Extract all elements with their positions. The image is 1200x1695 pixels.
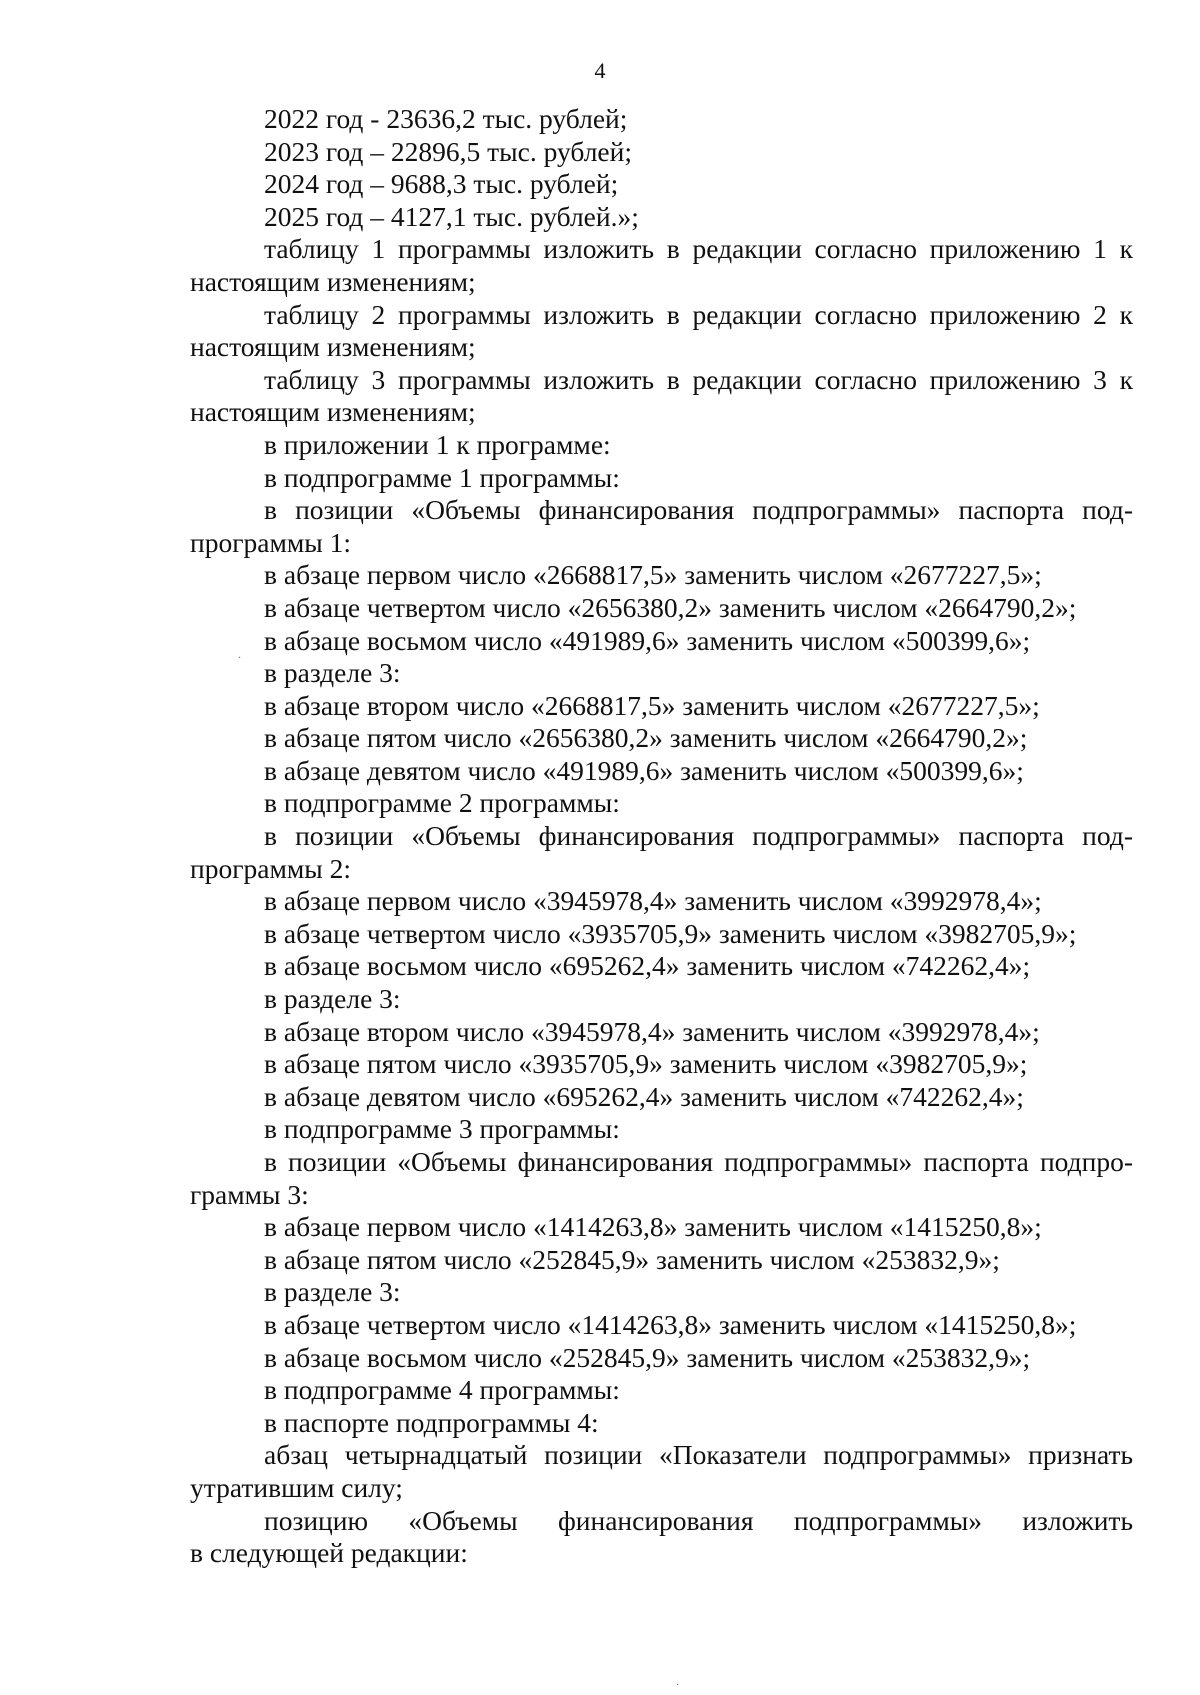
text-line: в подпрограмме 2 программы: (264, 787, 620, 819)
text-line: программы 1: (190, 526, 351, 558)
text-line: в абзаце девятом число «491989,6» заменить числом «500399,6»; (264, 754, 1024, 786)
text-line: в абзаце восьмом число «491989,6» заменить числом «500399,6»; (264, 624, 1031, 656)
text-line: в абзаце четвертом число «1414263,8» заменить числом «1415250,8»; (264, 1308, 1077, 1340)
text-line: таблицу 3 программы изложить в редакции согласно приложению 3 к (264, 363, 1133, 395)
text-line: в абзаце втором число «3945978,4» заменить числом «3992978,4»; (264, 1015, 1040, 1047)
text-line: в абзаце четвертом число «2656380,2» заменить числом «2664790,2»; (264, 591, 1077, 623)
text-line: граммы 3: (190, 1178, 309, 1210)
text-line: абзац четырнадцатый позиции «Показатели подпрограммы» признать (264, 1439, 1133, 1471)
text-line: в подпрограмме 4 программы: (264, 1374, 620, 1406)
text-line: 2023 год – 22896,5 тыс. рублей; (264, 135, 632, 167)
text-line: в абзаце четвертом число «3935705,9» заменить числом «3982705,9»; (264, 917, 1077, 949)
text-line: в позиции «Объемы финансирования подпрограммы» паспорта под- (264, 820, 1133, 852)
text-line: в подпрограмме 1 программы: (264, 461, 620, 493)
text-line: в абзаце первом число «3945978,4» заменить числом «3992978,4»; (264, 885, 1042, 917)
text-line: в абзаце восьмом число «252845,9» заменить числом «253832,9»; (264, 1341, 1031, 1373)
text-line: настоящим изменениям; (190, 265, 476, 297)
scan-speck: · (238, 653, 242, 664)
text-line: 2025 год – 4127,1 тыс. рублей.»; (264, 200, 639, 232)
page-number: 4 (594, 58, 606, 83)
scan-speck: · (676, 1680, 680, 1691)
text-line: в абзаце пятом число «2656380,2» заменить числом «2664790,2»; (264, 722, 1028, 754)
text-line: в разделе 3: (264, 983, 401, 1015)
text-line: таблицу 2 программы изложить в редакции согласно приложению 2 к (264, 298, 1133, 330)
text-line: в приложении 1 к программе: (264, 428, 611, 460)
text-line: в паспорте подпрограммы 4: (264, 1406, 599, 1438)
text-line: в позиции «Объемы финансирования подпрограммы» паспорта подпро- (264, 1146, 1133, 1177)
text-line: в разделе 3: (264, 1276, 401, 1308)
text-line: позицию «Объемы финансирования подпрограммы» изложить (264, 1504, 1133, 1536)
text-line: в подпрограмме 3 программы: (264, 1113, 620, 1145)
text-line: в абзаце первом число «1414263,8» заменить числом «1415250,8»; (264, 1211, 1042, 1243)
text-line: 2024 год – 9688,3 тыс. рублей; (264, 168, 619, 200)
text-line: в абзаце первом число «2668817,5» заменить числом «2677227,5»; (264, 559, 1042, 591)
text-line: программы 2: (190, 852, 351, 884)
text-line: в абзаце девятом число «695262,4» заменить числом «742262,4»; (264, 1080, 1024, 1112)
text-line: 2022 год - 23636,2 тыс. рублей; (264, 103, 628, 134)
text-line: в следующей редакции: (190, 1537, 468, 1569)
text-line: настоящим изменениям; (190, 396, 476, 428)
text-line: в разделе 3: (264, 657, 401, 689)
text-line: в абзаце восьмом число «695262,4» заменить числом «742262,4»; (264, 950, 1031, 982)
document-body (190, 103, 1133, 1570)
text-line: настоящим изменениям; (190, 331, 476, 363)
text-line: таблицу 1 программы изложить в редакции согласно приложению 1 к (264, 233, 1133, 265)
text-line: в абзаце пятом число «3935705,9» заменить числом «3982705,9»; (264, 1048, 1028, 1080)
text-line: в позиции «Объемы финансирования подпрограммы» паспорта под- (264, 494, 1133, 526)
text-line: в абзаце втором число «2668817,5» заменить числом «2677227,5»; (264, 689, 1040, 721)
text-line: утратившим силу; (190, 1471, 403, 1503)
text-line: в абзаце пятом число «252845,9» заменить числом «253832,9»; (264, 1243, 1000, 1275)
